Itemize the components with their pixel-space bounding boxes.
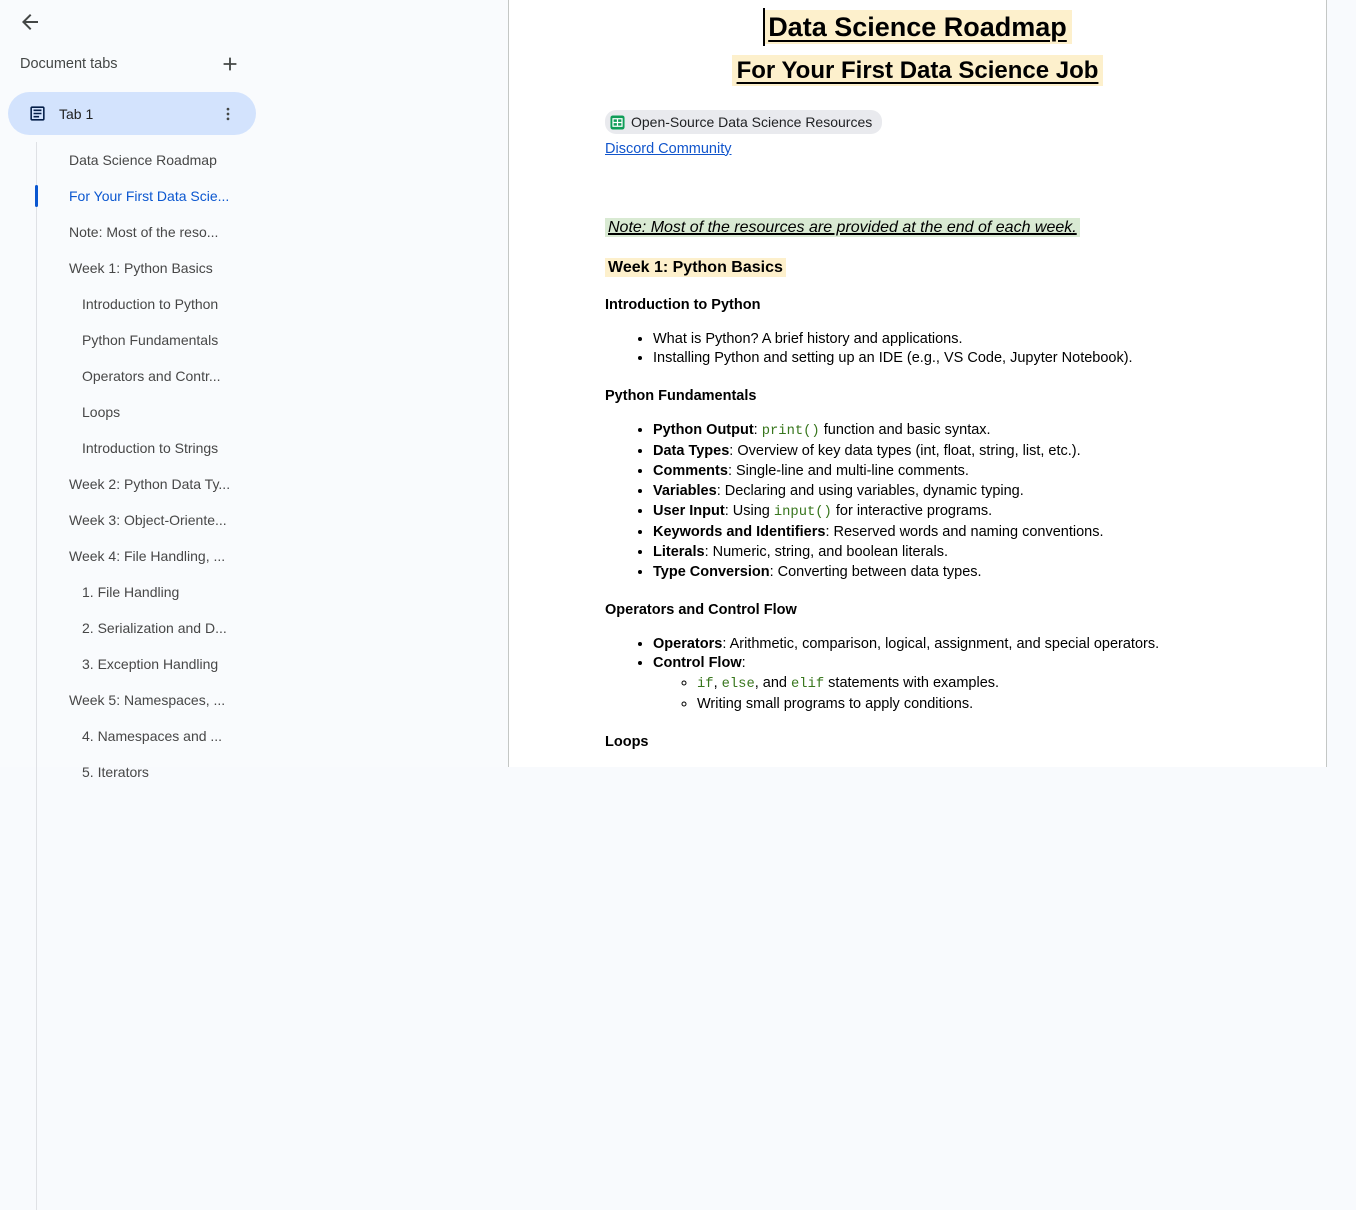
outline-item[interactable] xyxy=(0,322,264,358)
discord-community-link[interactable]: Discord Community xyxy=(605,140,732,157)
text-segment: Literals xyxy=(653,543,705,560)
add-tab-button[interactable] xyxy=(218,52,242,76)
sheets-icon xyxy=(610,115,625,130)
outline-item-label: Introduction to Python xyxy=(82,296,219,312)
outline-item[interactable] xyxy=(0,646,264,682)
inline-code: if xyxy=(697,677,714,693)
bullet-list xyxy=(605,330,1230,370)
text-segment: : Reserved words and naming conventions. xyxy=(825,523,1104,540)
editor-canvas xyxy=(508,0,1356,767)
week-heading: Week 1: Python Basics xyxy=(605,258,786,277)
tab-options-button[interactable] xyxy=(216,102,240,126)
outline-item[interactable] xyxy=(0,214,264,250)
text-segment: : Overview of key data types (int, float, string, list, etc.). xyxy=(729,443,1081,460)
outline-item[interactable] xyxy=(0,466,264,502)
outline-item[interactable] xyxy=(0,682,264,718)
bullet-item xyxy=(653,523,1230,543)
text-segment: : Converting between data types. xyxy=(769,563,982,580)
text-segment: : Using xyxy=(724,502,774,519)
bullet-item xyxy=(653,502,1230,523)
inline-code: print() xyxy=(761,424,820,440)
text-segment: for interactive programs. xyxy=(831,502,993,519)
text-segment: Variables xyxy=(653,483,717,500)
outline-item[interactable] xyxy=(0,178,264,214)
outline-item-label: 5. Iterators xyxy=(82,764,149,780)
text-segment: Installing Python and setting up an IDE (e.g., VS Code, Jupyter Notebook). xyxy=(653,350,1133,367)
bullet-item xyxy=(653,543,1230,563)
outline-item[interactable] xyxy=(0,286,264,322)
text-segment: Data Types xyxy=(653,443,730,460)
outline-item-label: Note: Most of the reso... xyxy=(69,224,219,240)
text-segment: : Arithmetic, comparison, logical, assignment, and special operators. xyxy=(722,635,1160,652)
text-cursor xyxy=(763,8,765,46)
text-segment: Operators xyxy=(653,635,723,652)
outline-item-label: 3. Exception Handling xyxy=(82,656,219,672)
back-button[interactable] xyxy=(12,4,48,40)
chip-row xyxy=(605,110,1230,159)
outline-item[interactable] xyxy=(0,754,264,790)
outline-item[interactable] xyxy=(0,538,264,574)
note-row xyxy=(605,218,1230,238)
outline-item-label: Week 4: File Handling, ... xyxy=(69,548,226,564)
arrow-back-icon xyxy=(18,10,42,34)
outline-item[interactable] xyxy=(0,394,264,430)
text-segment: , and xyxy=(754,675,792,692)
doc-title-line1: Data Science Roadmap xyxy=(605,17,1230,37)
chip-label: Open-Source Data Science Resources xyxy=(631,114,873,130)
document-tabs-sidebar xyxy=(0,0,508,780)
sub-bullet-list xyxy=(653,674,1230,715)
kebab-menu-icon xyxy=(219,105,237,123)
bullet-item xyxy=(653,462,1230,482)
bullet-item xyxy=(653,482,1230,502)
section-heading: Introduction to Python xyxy=(605,296,761,313)
text-segment: Writing small programs to apply conditions. xyxy=(697,696,974,713)
outline-item-label: 2. Serialization and D... xyxy=(82,620,227,636)
page-right-gutter xyxy=(1327,0,1356,767)
outline-item-label: Week 5: Namespaces, ... xyxy=(69,692,226,708)
outline-item[interactable] xyxy=(0,358,264,394)
text-segment: , xyxy=(713,675,722,692)
outline-item-label: Week 2: Python Data Ty... xyxy=(69,476,231,492)
note-text: Note: Most of the resources are provided at the end of each week. xyxy=(605,218,1080,237)
text-segment: : Single-line and multi-line comments. xyxy=(727,463,969,480)
outline-item[interactable] xyxy=(0,430,264,466)
text-segment: Python Output xyxy=(653,422,754,439)
sub-bullet-item xyxy=(697,674,1230,695)
text-segment: Keywords and Identifiers xyxy=(653,523,826,540)
bullet-item xyxy=(653,563,1230,583)
bullet-list xyxy=(605,635,1230,716)
document-tabs-title: Document tabs xyxy=(20,56,118,72)
tab-item-tab1[interactable] xyxy=(8,92,256,135)
text-segment: User Input xyxy=(653,502,725,519)
week-heading-row xyxy=(605,258,1230,278)
inline-code: else xyxy=(721,677,755,693)
bullet-list xyxy=(605,421,1230,582)
bullet-item xyxy=(653,635,1230,655)
document-tab-icon xyxy=(28,104,47,123)
document-tabs-header xyxy=(0,52,264,76)
text-segment: : Numeric, string, and boolean literals. xyxy=(704,543,948,560)
text-segment: Control Flow xyxy=(653,655,742,672)
text-segment: function and basic syntax. xyxy=(819,422,991,439)
outline-item-label: Week 1: Python Basics xyxy=(69,260,213,276)
outline-item-label: 1. File Handling xyxy=(82,584,180,600)
outline-item-label: Week 3: Object-Oriente... xyxy=(69,512,227,528)
sub-bullet-item xyxy=(697,695,1230,715)
text-segment: Type Conversion xyxy=(653,563,770,580)
section-heading: Python Fundamentals xyxy=(605,388,757,405)
text-segment: statements with examples. xyxy=(824,675,1000,692)
outline-item-label: 4. Namespaces and ... xyxy=(82,728,223,744)
text-segment: : Declaring and using variables, dynamic typing. xyxy=(716,483,1024,500)
plus-icon xyxy=(219,53,241,75)
outline-item[interactable] xyxy=(0,574,264,610)
outline-item[interactable] xyxy=(0,610,264,646)
section-heading: Operators and Control Flow xyxy=(605,601,797,618)
text-segment: : xyxy=(753,422,762,439)
document-page[interactable] xyxy=(508,0,1327,767)
outline-item[interactable] xyxy=(0,250,264,286)
inline-code: elif xyxy=(791,677,825,693)
smart-chip-link[interactable] xyxy=(605,110,882,134)
text-segment: What is Python? A brief history and applications. xyxy=(653,330,963,347)
outline-item-label: For Your First Data Scie... xyxy=(69,188,230,204)
bullet-item xyxy=(653,330,1230,350)
tab-label: Tab 1 xyxy=(59,105,94,122)
outline-item-label: Operators and Contr... xyxy=(82,368,221,384)
outline-item[interactable] xyxy=(0,142,264,178)
outline-item-label: Loops xyxy=(82,404,121,420)
bullet-item xyxy=(653,349,1230,369)
outline-item[interactable] xyxy=(0,718,264,754)
outline-item-label: Data Science Roadmap xyxy=(69,152,217,168)
text-segment: : xyxy=(741,655,746,672)
outline-item[interactable] xyxy=(0,502,264,538)
doc-title-line2: For Your First Data Science Job xyxy=(605,61,1230,81)
outline-item-label: Introduction to Strings xyxy=(82,440,219,456)
outline-item-label: Python Fundamentals xyxy=(82,332,219,348)
document-outline xyxy=(0,142,264,790)
inline-code: input() xyxy=(773,504,832,520)
section-heading: Loops xyxy=(605,734,649,751)
bullet-item xyxy=(653,421,1230,442)
text-segment: Comments xyxy=(653,463,728,480)
doc-sections xyxy=(605,295,1230,753)
bullet-item xyxy=(653,442,1230,462)
bullet-item xyxy=(653,654,1230,715)
